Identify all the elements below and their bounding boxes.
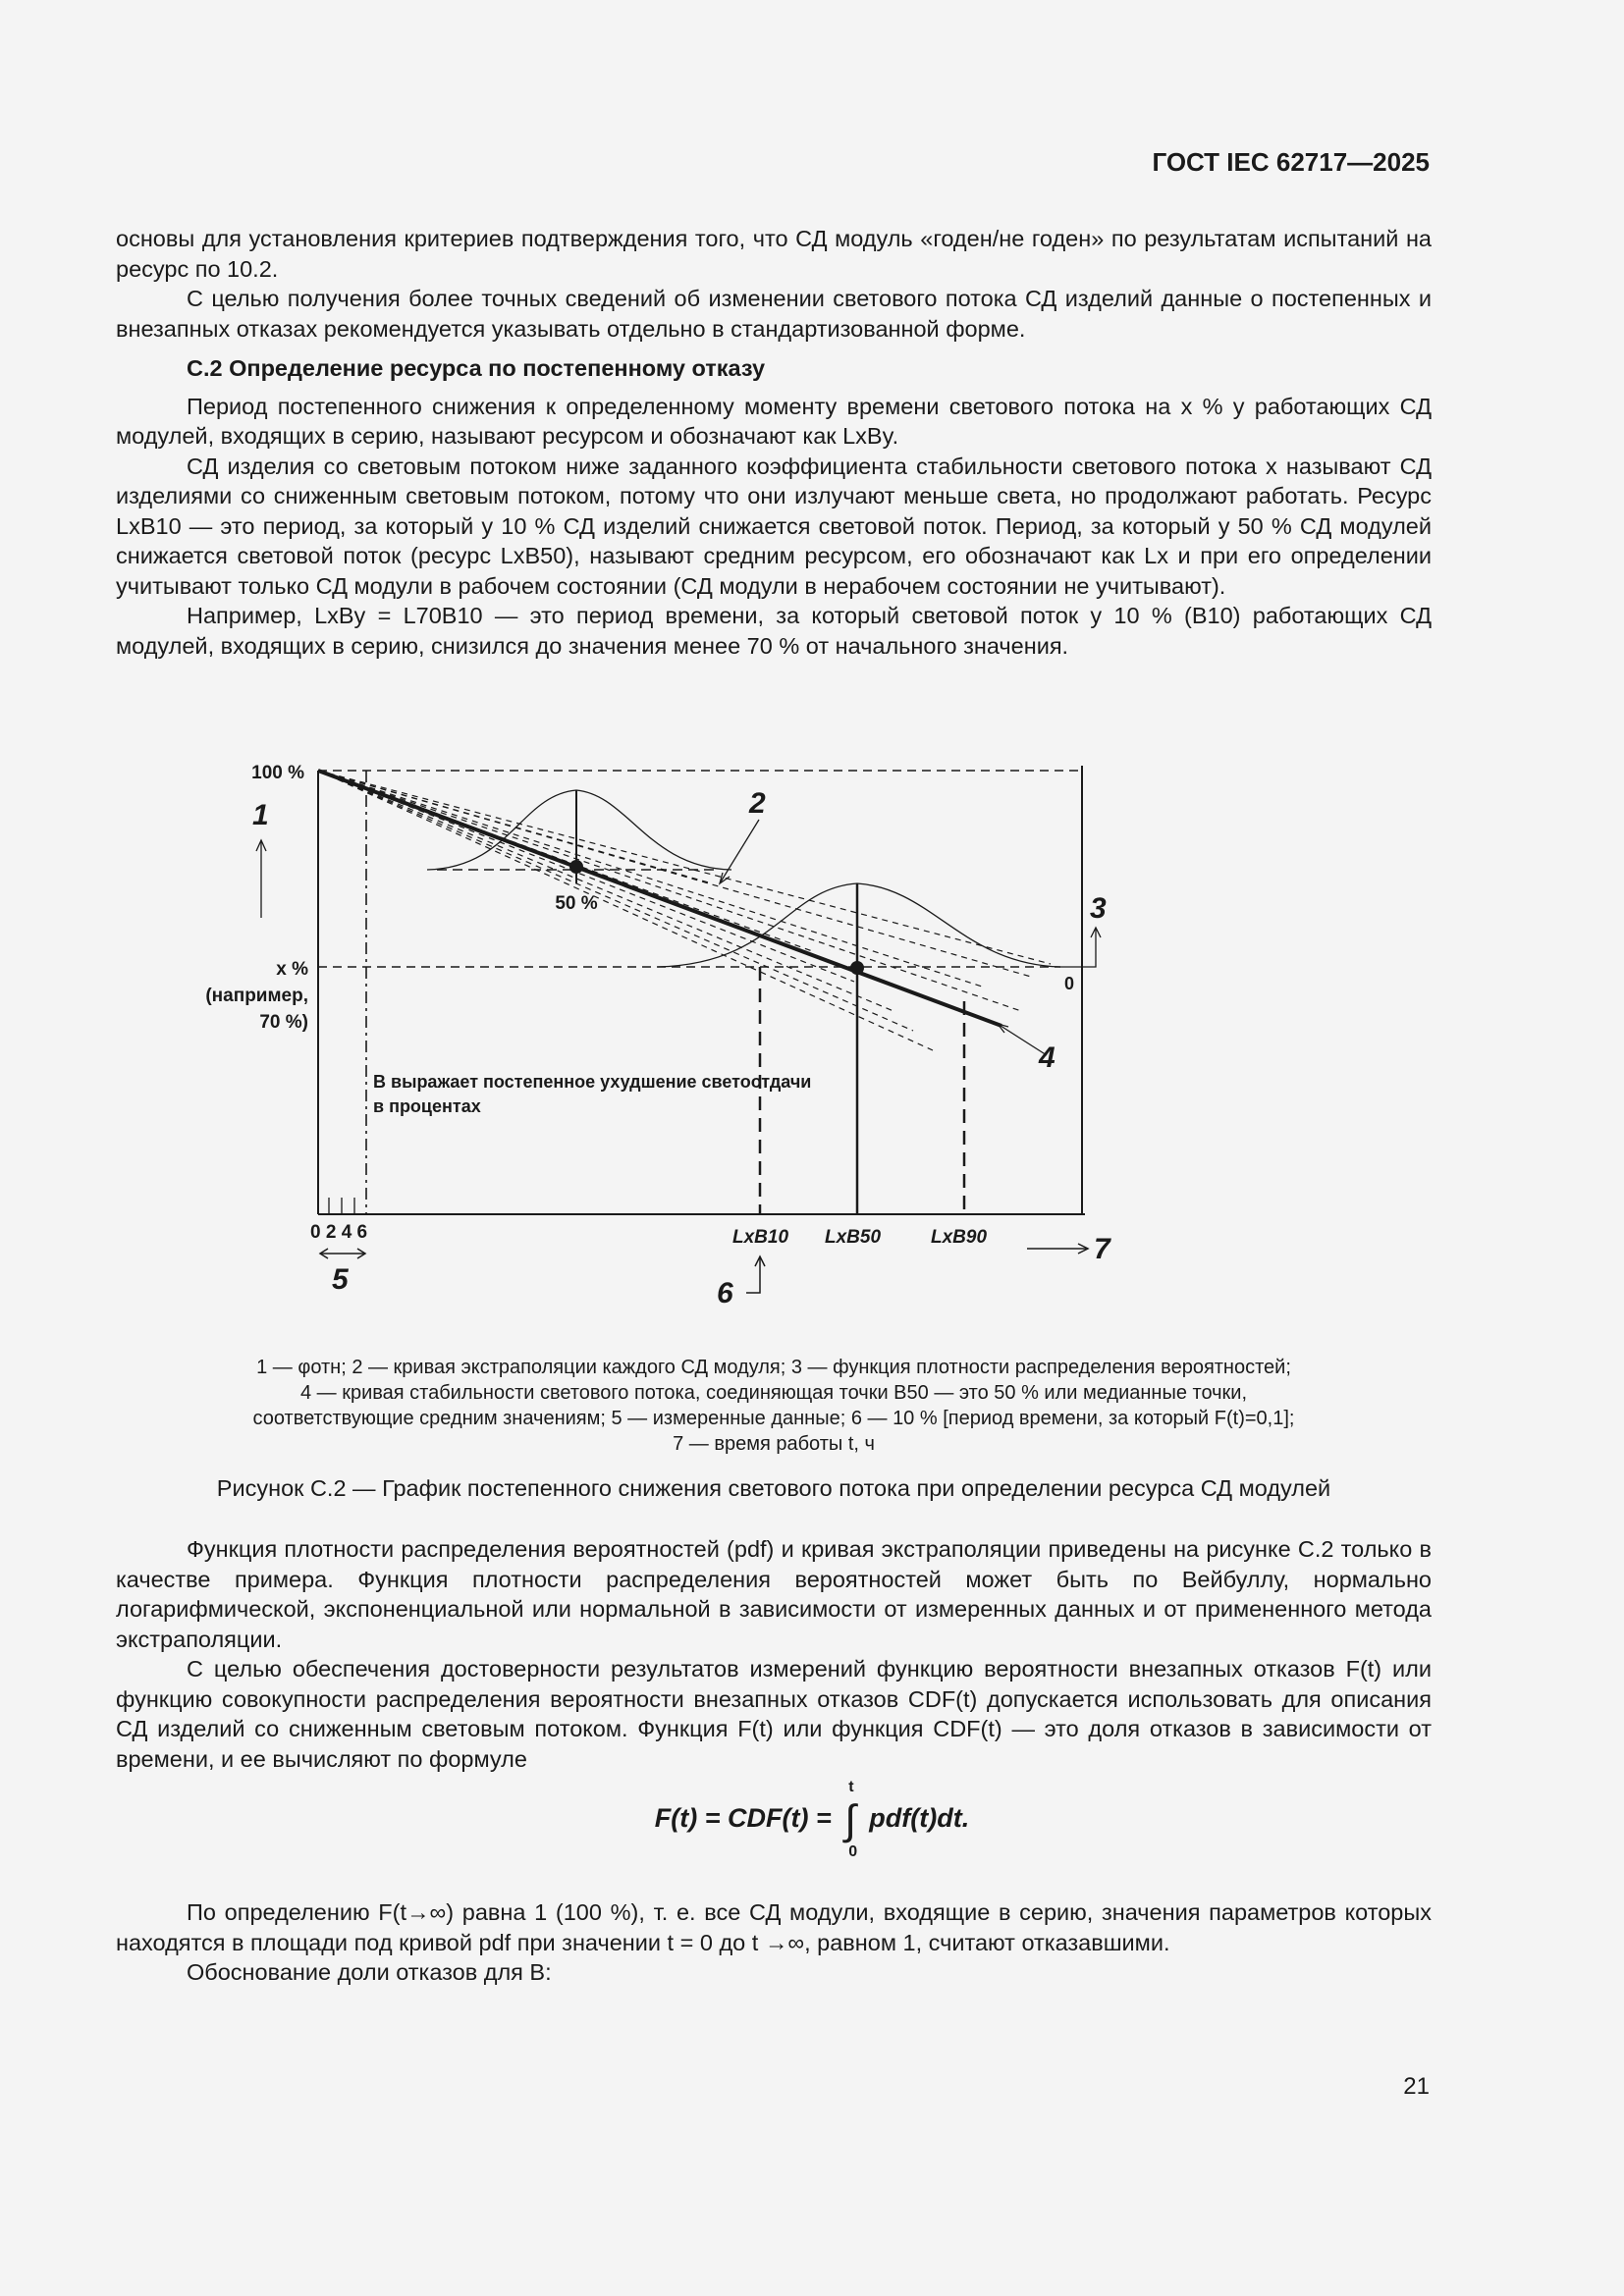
- arrow-3: [1060, 928, 1096, 967]
- legend-line: соответствующие средним значениям; 5 — измеренные данные; 6 — 10 % [период времени, за который F(t)=0,1];: [252, 1408, 1295, 1429]
- paragraph: Функция плотности распределения вероятностей (pdf) и кривая экстраполяции приведены на рисунке C.2 только в качестве примера. Функция плотности распределения вероятностей может быть по Вейбуллу, нормально логарифмической, экспоненциальной или нормальной в зависимости от измеренных данных и от примененного метода экстраполяции.: [116, 1536, 1432, 1652]
- integral-upper: t: [848, 1779, 854, 1795]
- annotation-line-1: B выражает постепенное ухудшение светоотдачи: [373, 1072, 812, 1092]
- paragraph: С целью получения более точных сведений об изменении светового потока СД изделий данные о постепенных и внезапных отказах рекомендуется указывать отдельно в стандартизованной форме.: [116, 286, 1432, 342]
- figure-diagram: [187, 736, 1168, 1325]
- paragraph: основы для установления критериев подтверждения того, что СД модуль «годен/не годен» по результатам испытаний на ресурс по 10.2.: [116, 226, 1432, 282]
- label-50: 50 %: [555, 893, 598, 914]
- median-point-2: [850, 961, 864, 975]
- stability-curve: [318, 771, 1001, 1026]
- body-text: [116, 1534, 1432, 1774]
- label-70: 70 %): [259, 1012, 308, 1033]
- legend-line: 7 — время работы t, ч: [673, 1433, 875, 1455]
- paragraph: С целью обеспечения достоверности результатов измерений функцию вероятности внезапных отказов F(t) или функцию совокупности распределения вероятности внезапных отказов CDF(t) допускается использовать для описания СД изделий со сниженным световым потоком. Функция F(t) или функция CDF(t) — это доля отказов в зависимости от времени, и ее вычисляют по формуле: [116, 1656, 1432, 1772]
- paragraph: СД изделия со световым потоком ниже заданного коэффициента стабильности светового потока x называют СД изделиями со сниженным световым потоком, потому что они излучают меньше света, но продолжают работать. Ресурс LxB10 — это период, за который у 10 % СД изделий снижается световой поток. Период, за который у 50 % СД модулей снижается световой поток (ресурс LxB50), называют средним ресурсом, его обозначают как Lx и при его определении учитывают только СД модули в рабочем состоянии (СД модули в нерабочем состоянии не учитывают).: [116, 453, 1432, 599]
- median-point-1: [569, 860, 583, 874]
- paragraph: Обоснование доли отказов для B:: [187, 1959, 552, 1985]
- section-title: C.2 Определение ресурса по постепенному отказу: [187, 355, 766, 381]
- label-lxb10: LxB10: [732, 1227, 789, 1248]
- x-ticks: 0 2 4 6: [310, 1222, 368, 1243]
- paragraph: Например, LxBy = L70B10 — это период времени, за который световой поток у 10 % (B10) работающих СД модулей, входящих в серию, снизился до значения менее 70 % от начального значения.: [116, 603, 1432, 659]
- legend-line: 4 — кривая стабильности светового потока, соединяющая точки B50 — это 50 % или медианные точки,: [299, 1382, 1248, 1404]
- formula-right: pdf(t)dt.: [869, 1803, 970, 1834]
- num-4: 4: [1039, 1041, 1056, 1074]
- figure-legend: [116, 1355, 1432, 1457]
- label-example: (например,: [205, 986, 308, 1006]
- label-lxb90: LxB90: [931, 1227, 988, 1248]
- leader-2: [720, 820, 759, 883]
- label-100: 100 %: [251, 763, 304, 783]
- num-2: 2: [749, 787, 766, 820]
- end-text: [116, 1897, 1432, 1988]
- formula-left: F(t) = CDF(t) =: [654, 1803, 832, 1834]
- intro-text: [116, 224, 1432, 661]
- pdf-curve-2: [658, 883, 1060, 967]
- page-number: 21: [1403, 2073, 1430, 2100]
- figure-c2: [187, 736, 1168, 1325]
- paragraph: Период постепенного снижения к определенному моменту времени светового потока на x % у работающих СД модулей, входящих в серию, называют ресурсом и обозначают как LxBy.: [116, 393, 1432, 449]
- document-code: ГОСТ IEC 62717—2025: [1152, 147, 1430, 177]
- num-3: 3: [1090, 892, 1107, 925]
- paragraph: По определению F(t→∞) равна 1 (100 %), т. е. все СД модули, входящие в серию, значения параметров которых находятся в площади под кривой pdf при значении t = 0 до t →∞, равном 1, считают отказавшими.: [116, 1899, 1432, 1955]
- figure-caption: Рисунок C.2 — График постепенного снижения светового потока при определении ресурса СД модулей: [216, 1475, 1331, 1501]
- integral-sign: ∫ t 0: [844, 1779, 858, 1860]
- num-5: 5: [332, 1263, 349, 1296]
- label-lxb50: LxB50: [825, 1227, 882, 1248]
- label-zero-right: 0: [1064, 974, 1075, 993]
- num-1: 1: [252, 799, 269, 831]
- label-x: x %: [276, 959, 308, 980]
- num-7: 7: [1094, 1233, 1110, 1265]
- num-6: 6: [717, 1277, 733, 1309]
- annotation-line-2: в процентах: [373, 1096, 481, 1116]
- integral-lower: 0: [848, 1843, 858, 1860]
- formula: [0, 1779, 1624, 1860]
- legend-line: 1 — φотн; 2 — кривая экстраполяции каждого СД модуля; 3 — функция плотности распределения вероятностей;: [256, 1357, 1291, 1378]
